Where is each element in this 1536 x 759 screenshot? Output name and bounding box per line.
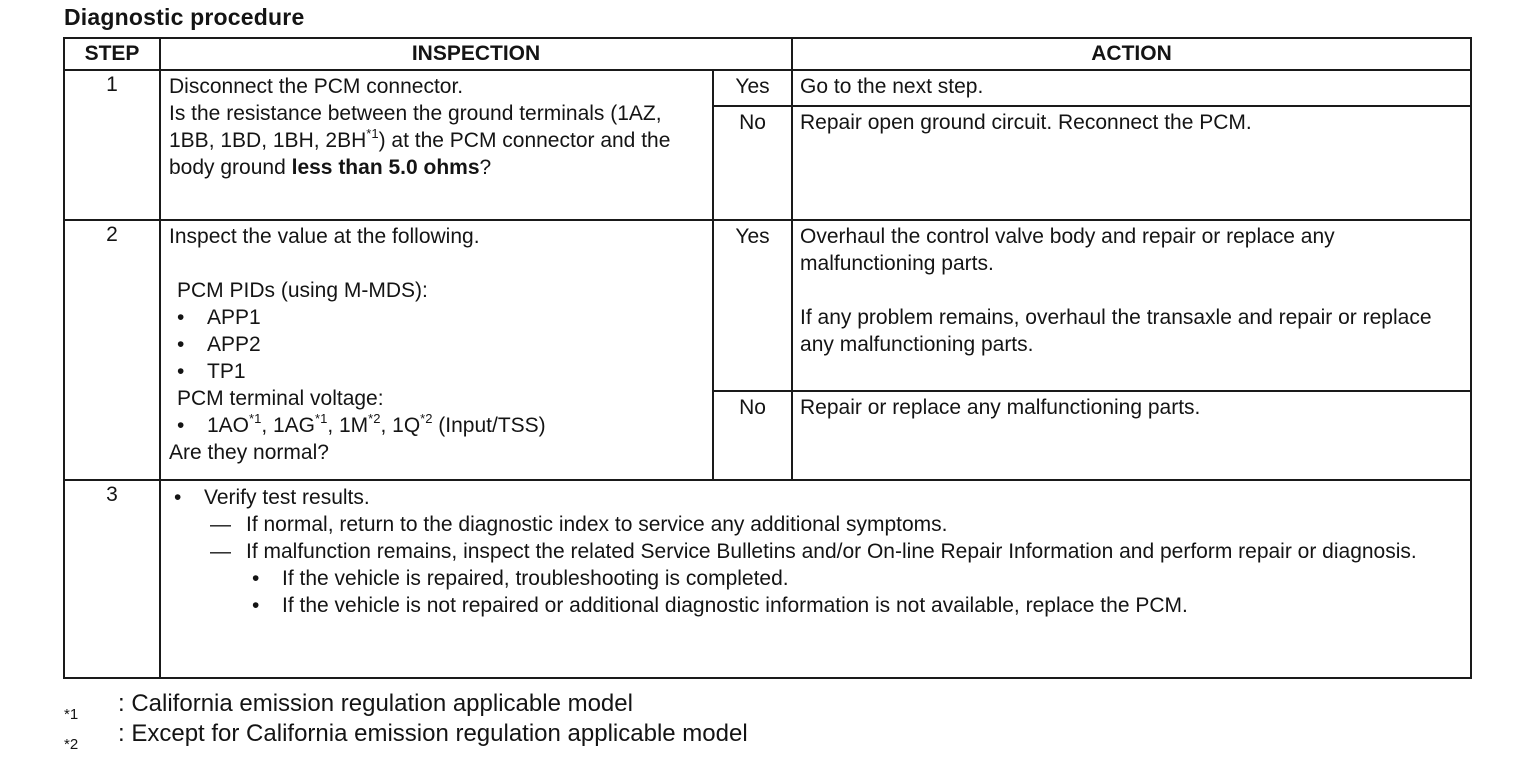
list-item: • TP1 [169,358,706,385]
inspection-question: Is the resistance between the ground terminals (1AZ, 1BB, 1BD, 1BH, 2BH$^{*1}$) at the PCM connector and the body ground less than 5.0 ohms? [169,102,671,179]
diagnostic-table [63,37,1472,679]
step-number: 1 [64,70,160,220]
header-action: ACTION [792,38,1471,70]
inspection-question: Are they normal? [169,441,329,464]
step-number: 3 [64,480,160,678]
action-yes: Go to the next step. [792,70,1471,106]
footnote-text: : Except for California emission regulation applicable model [118,720,748,747]
action-no: Repair or replace any malfunctioning parts. [792,391,1471,480]
action-no: Repair open ground circuit. Reconnect the PCM. [792,106,1471,220]
list-item: • Verify test results. [174,484,1464,511]
footnote-mark: *2 [64,736,79,753]
inspection-cell [160,220,713,480]
voltage-label: PCM terminal voltage: [177,387,384,410]
answer-no: No [713,391,792,480]
list-item: • APP1 [169,304,706,331]
list-item: • If the vehicle is repaired, troubleshooting is completed. [174,565,1464,592]
inspection-text: Inspect the value at the following. [169,225,480,248]
footnote-mark: *1 [64,706,79,723]
footnote-text: : California emission regulation applicable model [118,690,633,717]
footnote [64,720,748,753]
header-step: STEP [64,38,160,70]
header-inspection: INSPECTION [160,38,792,70]
list-item: — If normal, return to the diagnostic index to service any additional symptoms. [210,513,948,536]
table-row [64,70,1471,106]
page-title: Diagnostic procedure [64,4,305,30]
table-header-row [64,38,1471,70]
answer-no: No [713,106,792,220]
list-item: • If the vehicle is not repaired or additional diagnostic information is not available, replace the PCM. [174,592,1464,619]
step-number: 2 [64,220,160,480]
footnote [64,690,633,723]
pids-label: PCM PIDs (using M-MDS): [177,279,428,302]
step3-cell [160,480,1471,678]
table-row [64,220,1471,391]
list-item: • 1AO$^{*1}$, 1AG$^{*1}$, $1M^{*2}$, $1Q^{*2}$ (Input/TSS) [169,412,706,439]
inspection-text: Disconnect the PCM connector. [169,75,464,98]
list-item: — If malfunction remains, inspect the related Service Bulletins and/or On-line Repair Information and perform repair or diagnosis. [210,540,1417,563]
table-row [64,480,1471,678]
answer-yes: Yes [713,220,792,391]
inspection-cell [160,70,713,220]
action-yes: Overhaul the control valve body and repair or replace any malfunctioning parts. If any problem remains, overhaul the transaxle and repair or replace any malfunctioning parts. [792,220,1471,391]
list-item: • APP2 [169,331,706,358]
answer-yes: Yes [713,70,792,106]
